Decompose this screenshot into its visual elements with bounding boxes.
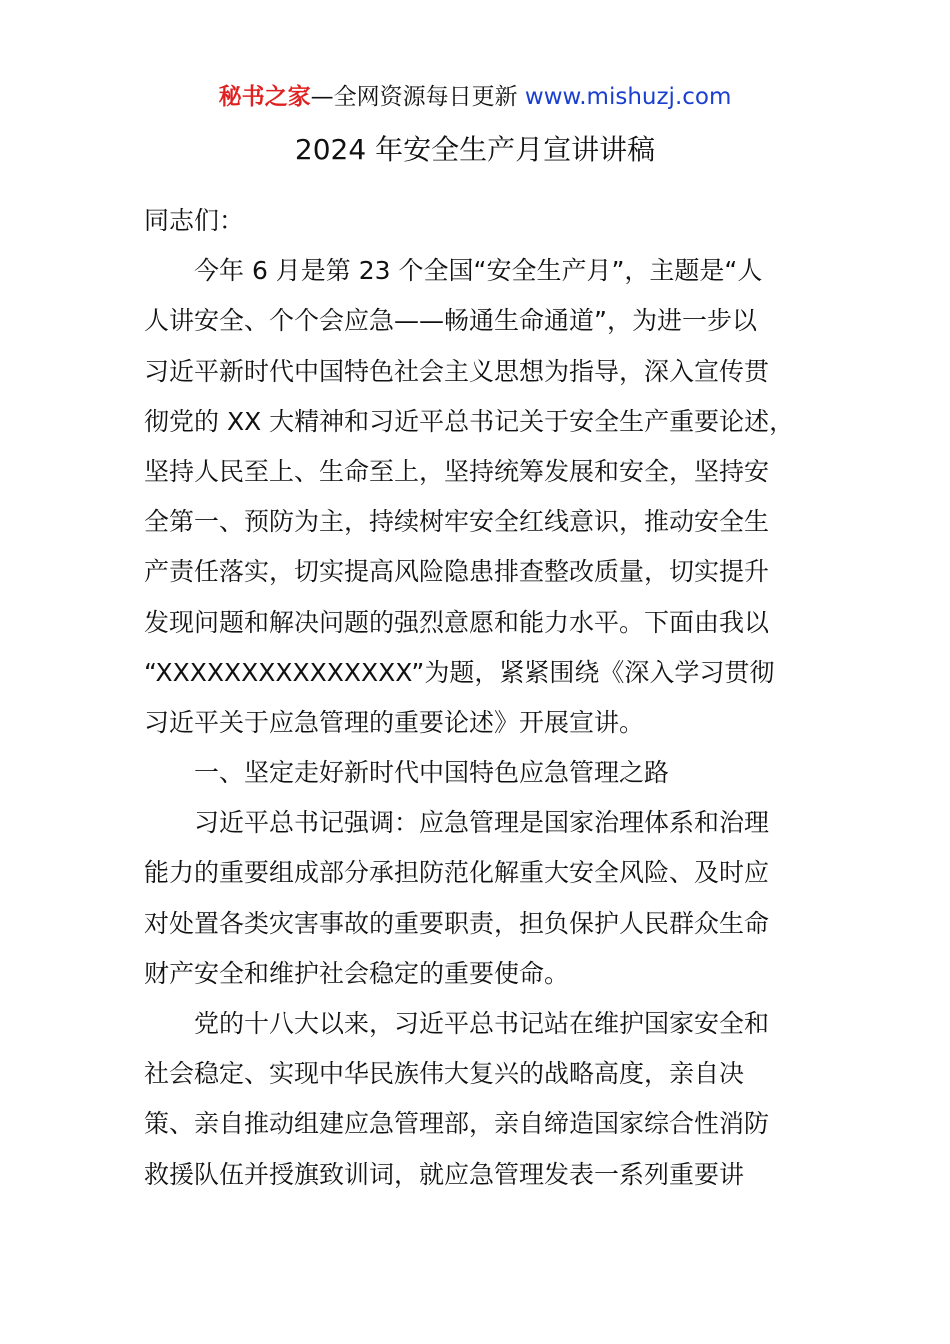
salutation: 同志们： — [144, 206, 245, 235]
paragraph-line: 财产安全和维护社会稳定的重要使命。 — [144, 958, 570, 988]
paragraph-line: 救援队伍并授旗致训词，就应急管理发表一系列重要讲 — [144, 1159, 745, 1189]
paragraph-line: 彻党的 XX 大精神和习近平总书记关于安全生产重要论述， — [144, 406, 795, 436]
paragraph-line: 习近平总书记强调：应急管理是国家治理体系和治理 — [194, 808, 770, 838]
paragraph-line: 产责任落实，切实提高风险隐患排查整改质量，切实提升 — [144, 557, 770, 587]
brand-name: 秘书之家 — [218, 84, 311, 110]
paragraph-line: 党的十八大以来，习近平总书记站在维护国家安全和 — [194, 1009, 770, 1038]
header-tagline: —全网资源每日更新 — [310, 84, 525, 110]
paragraph-line: 社会稳定、实现中华民族伟大复兴的战略高度，亲自决 — [144, 1059, 745, 1089]
section-heading: 一、坚定走好新时代中国特色应急管理之路 — [194, 758, 670, 788]
paragraph-line: 坚持人民至上、生命至上，坚持统筹发展和安全，坚持安 — [144, 456, 770, 486]
paragraph-line: 发现问题和解决问题的强烈意愿和能力水平。下面由我以 — [144, 607, 770, 637]
paragraph-line: 对处置各类灾害事故的重要职责，担负保护人民群众生命 — [144, 908, 770, 938]
paragraph-line: 全第一、预防为主，持续树牢安全红线意识，推动安全生 — [144, 507, 770, 537]
paragraph-line: 习近平新时代中国特色社会主义思想为指导，深入宣传贯 — [144, 356, 770, 386]
paragraph-line: 策、亲自推动组建应急管理部，亲自缔造国家综合性消防 — [144, 1109, 770, 1139]
paragraph-line: 能力的重要组成部分承担防范化解重大安全风险、及时应 — [144, 858, 770, 888]
paragraph-line: “XXXXXXXXXXXXXXX”为题，紧紧围绕《深入学习贯彻 — [144, 657, 775, 687]
document-body — [144, 196, 810, 1200]
document-title: 2024 年安全生产月宣讲讲稿 — [294, 133, 656, 166]
paragraph-line: 人讲安全、个个会应急——畅通生命通道”，为进一步以 — [144, 306, 757, 336]
paragraph-line: 今年 6 月是第 23 个全国“安全生产月”，主题是“人 — [194, 256, 763, 286]
paragraph-line: 习近平关于应急管理的重要论述》开展宣讲。 — [144, 707, 645, 737]
site-header — [0, 80, 950, 114]
site-url[interactable]: www.mishuzj.com — [524, 84, 732, 110]
